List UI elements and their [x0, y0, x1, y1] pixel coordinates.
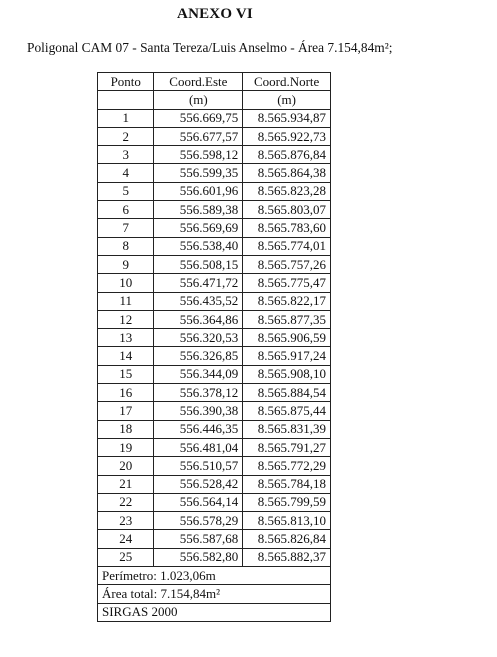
cell-coord-norte: 8.565.864,38: [243, 164, 331, 182]
cell-coord-este: 556.446,35: [154, 420, 243, 438]
cell-coord-este: 556.471,72: [154, 274, 243, 292]
cell-coord-norte: 8.565.922,73: [243, 127, 331, 145]
cell-coord-este: 556.320,53: [154, 329, 243, 347]
table-row: [98, 347, 331, 365]
cell-coord-este: 556.435,52: [154, 292, 243, 310]
table-row: [98, 438, 331, 456]
cell-ponto: 18: [98, 420, 154, 438]
cell-coord-este: 556.677,57: [154, 127, 243, 145]
cell-coord-este: 556.599,35: [154, 164, 243, 182]
cell-coord-este: 556.601,96: [154, 182, 243, 200]
cell-ponto: 7: [98, 219, 154, 237]
document-title: ANEXO VI: [177, 6, 253, 22]
cell-ponto: 3: [98, 146, 154, 164]
cell-coord-norte: 8.565.876,84: [243, 146, 331, 164]
cell-coord-norte: 8.565.799,59: [243, 493, 331, 511]
table-row: [98, 237, 331, 255]
cell-coord-norte: 8.565.757,26: [243, 255, 331, 273]
cell-coord-este: 556.589,38: [154, 201, 243, 219]
table-row: [98, 493, 331, 511]
table-row: [98, 219, 331, 237]
header-coord-este: Coord.Este: [154, 73, 243, 91]
cell-ponto: 9: [98, 255, 154, 273]
cell-coord-norte: 8.565.774,01: [243, 237, 331, 255]
cell-coord-este: 556.598,12: [154, 146, 243, 164]
cell-coord-este: 556.528,42: [154, 475, 243, 493]
table-row: [98, 329, 331, 347]
datum-text: SIRGAS 2000: [98, 603, 331, 621]
header-coord-norte: Coord.Norte: [243, 73, 331, 91]
table-row: [98, 512, 331, 530]
cell-coord-este: 556.481,04: [154, 438, 243, 456]
cell-coord-este: 556.390,38: [154, 402, 243, 420]
table-row: [98, 127, 331, 145]
cell-ponto: 14: [98, 347, 154, 365]
cell-coord-norte: 8.565.826,84: [243, 530, 331, 548]
cell-ponto: 24: [98, 530, 154, 548]
unit-ponto: [98, 91, 154, 109]
cell-ponto: 10: [98, 274, 154, 292]
cell-coord-este: 556.364,86: [154, 310, 243, 328]
cell-coord-este: 556.538,40: [154, 237, 243, 255]
cell-coord-este: 556.326,85: [154, 347, 243, 365]
cell-coord-norte: 8.565.934,87: [243, 109, 331, 127]
cell-coord-norte: 8.565.775,47: [243, 274, 331, 292]
cell-coord-norte: 8.565.822,17: [243, 292, 331, 310]
unit-coord-este: (m): [154, 91, 243, 109]
table-row: [98, 182, 331, 200]
cell-coord-este: 556.578,29: [154, 512, 243, 530]
cell-coord-este: 556.582,80: [154, 548, 243, 566]
cell-ponto: 21: [98, 475, 154, 493]
cell-coord-norte: 8.565.803,07: [243, 201, 331, 219]
cell-coord-norte: 8.565.882,37: [243, 548, 331, 566]
cell-coord-norte: 8.565.783,60: [243, 219, 331, 237]
cell-coord-este: 556.510,57: [154, 457, 243, 475]
cell-coord-norte: 8.565.823,28: [243, 182, 331, 200]
cell-ponto: 11: [98, 292, 154, 310]
table-units-row: [98, 91, 331, 109]
table-row: [98, 530, 331, 548]
cell-coord-este: 556.587,68: [154, 530, 243, 548]
cell-coord-norte: 8.565.813,10: [243, 512, 331, 530]
cell-coord-norte: 8.565.791,27: [243, 438, 331, 456]
table-header-row: [98, 73, 331, 91]
cell-ponto: 22: [98, 493, 154, 511]
table-row: [98, 109, 331, 127]
datum-row: [98, 603, 331, 621]
cell-coord-este: 556.508,15: [154, 255, 243, 273]
cell-ponto: 20: [98, 457, 154, 475]
unit-coord-norte: (m): [243, 91, 331, 109]
perimeter-text: Perímetro: 1.023,06m: [98, 567, 331, 585]
cell-coord-norte: 8.565.884,54: [243, 384, 331, 402]
cell-coord-norte: 8.565.831,39: [243, 420, 331, 438]
cell-coord-este: 556.569,69: [154, 219, 243, 237]
cell-coord-norte: 8.565.908,10: [243, 365, 331, 383]
table-row: [98, 402, 331, 420]
cell-ponto: 23: [98, 512, 154, 530]
table-row: [98, 292, 331, 310]
cell-ponto: 15: [98, 365, 154, 383]
cell-ponto: 2: [98, 127, 154, 145]
cell-ponto: 25: [98, 548, 154, 566]
cell-coord-este: 556.344,09: [154, 365, 243, 383]
cell-coord-norte: 8.565.875,44: [243, 402, 331, 420]
cell-coord-norte: 8.565.784,18: [243, 475, 331, 493]
cell-coord-este: 556.669,75: [154, 109, 243, 127]
table-row: [98, 384, 331, 402]
cell-ponto: 17: [98, 402, 154, 420]
cell-ponto: 8: [98, 237, 154, 255]
coordinates-table: [97, 72, 331, 622]
area-total-text: Área total: 7.154,84m²: [98, 585, 331, 603]
cell-ponto: 5: [98, 182, 154, 200]
cell-coord-norte: 8.565.917,24: [243, 347, 331, 365]
table-row: [98, 146, 331, 164]
cell-ponto: 19: [98, 438, 154, 456]
cell-ponto: 16: [98, 384, 154, 402]
cell-coord-norte: 8.565.877,35: [243, 310, 331, 328]
cell-ponto: 4: [98, 164, 154, 182]
table-row: [98, 475, 331, 493]
cell-coord-norte: 8.565.772,29: [243, 457, 331, 475]
table-row: [98, 274, 331, 292]
cell-ponto: 1: [98, 109, 154, 127]
table-row: [98, 420, 331, 438]
table-row: [98, 164, 331, 182]
area-row: [98, 585, 331, 603]
cell-ponto: 12: [98, 310, 154, 328]
cell-ponto: 13: [98, 329, 154, 347]
table-row: [98, 201, 331, 219]
header-ponto: Ponto: [98, 73, 154, 91]
table-row: [98, 310, 331, 328]
table-row: [98, 365, 331, 383]
document-subtitle: Poligonal CAM 07 - Santa Tereza/Luis Anselmo - Área 7.154,84m²;: [27, 40, 393, 55]
cell-coord-este: 556.378,12: [154, 384, 243, 402]
table-row: [98, 255, 331, 273]
perimeter-row: [98, 567, 331, 585]
cell-coord-norte: 8.565.906,59: [243, 329, 331, 347]
table-row: [98, 548, 331, 566]
cell-ponto: 6: [98, 201, 154, 219]
table-row: [98, 457, 331, 475]
cell-coord-este: 556.564,14: [154, 493, 243, 511]
table-body: [98, 109, 331, 566]
